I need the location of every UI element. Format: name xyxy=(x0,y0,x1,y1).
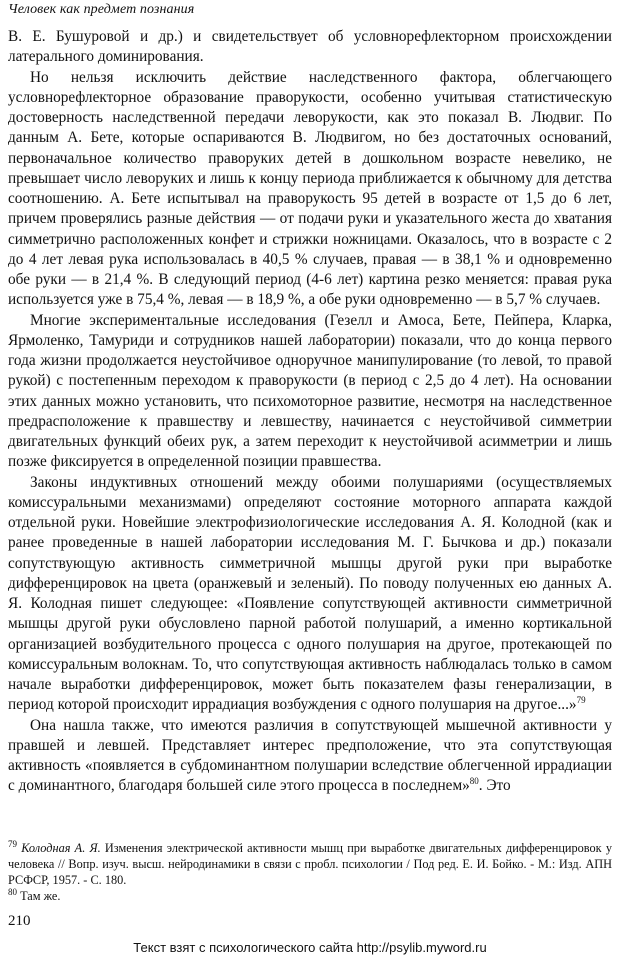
footnote xyxy=(8,888,612,904)
paragraph xyxy=(8,473,612,716)
footnote xyxy=(8,840,612,888)
footnote-marker: 80 xyxy=(8,886,17,897)
source-note: Текст взят с психологического сайта http://psylib.myword.ru xyxy=(133,940,487,955)
running-title: Человек как предмет познания xyxy=(8,2,195,17)
paragraph-text: Но нельзя исключить действие наследственного фактора, облегчающего условнорефлекторное образование праворукости, особенно учитывая статистическую достоверность наследственной передачи леворукости, как это показал В. Людвиг. По данным А. Бете, которые оспариваются В. Людвигом, но без достаточных оснований, первоначальное количество праворуких детей в дошкольном возрасте невелико, не превышает число леворуких и лишь к концу периода приближается к обычному для детства соотношению. А. Бете испытывал на праворукость 95 детей в возрасте от 1,5 до 6 лет, причем проверялись разные действия — от подачи руки и указательного жеста до хватания симметрично расположенных конфет и стрижки ножницами. Оказалось, что в возрасте с 2 до 4 лет левая рука использовалась в 40,5 % случаев, правая — в 38,1 % и одновременно обе руки — в 21,4 %. В следующий период (4-6 лет) картина резко меняется: правая рука используется уже в 75,4 %, левая — в 18,9 %, а обе руки одновременно — в 5,7 % случаев. xyxy=(8,68,612,309)
paragraph xyxy=(8,68,612,311)
paragraph-text: В. Е. Бушуровой и др.) и свидетельствует об условнорефлекторном происхождении латерального доминирования. xyxy=(8,28,612,66)
page-number: 210 xyxy=(8,913,31,929)
paragraph-text: Многие экспериментальные исследования (Гезелл и Амоса, Бете, Пейпера, Кларка, Ярмоленко, Тамуриди и сотрудников нашей лаборатории) показали, что до конца первого года жизни продолжается неустойчивое одноручное манипулирование (то левой, то правой рукой) с постепенным переходом к праворукости (в период с 2,5 до 4 лет). На основании этих данных можно установить, что психомоторное развитие, несмотря на наследственное предрасположение к правшеству и левшеству, начинается с неустойчивой симметрии двигательных функций обеих рук, а затем переходит к неустойчивой асимметрии и лишь позже фиксируется в определенной позиции правшества. xyxy=(8,311,612,471)
footnote-ref[interactable]: 79 xyxy=(576,695,586,706)
paragraph xyxy=(8,311,612,473)
footnotes xyxy=(8,840,612,904)
footnote-text: Изменения электрической активности мышц при выработке двигательных дифференцировок у человека // Вопр. изуч. высш. нейродинамики в связи с пробл. психологии / Под ред. Е. И. Бойко. - М.: Изд. АПН РСФСР, 1957. - С. 180. xyxy=(8,841,612,887)
paragraph-text: Законы индуктивных отношений между обоими полушариями (осуществляемых комиссуральными механизмами) определяют состояние моторного аппарата каждой отдельной руки. Новейшие электрофизиологические исследования А. Я. Колодной (как и ранее проведенные в нашей лаборатории исследования М. Г. Бычкова и др.) показали сопутствующую активность симметричной мышцы другой руки при выработке дифференцировок на цвета (оранжевый и зеленый). По поводу полученных ею данных А. Я. Колодная пишет следующее: «Появление сопутствующей активности симметричной мышцы другой руки обусловлено парной работой полушарий, а именно кортикальной организацией возбудительного процесса с одного полушария на другое, протекающей по комиссуральным волокнам. То, что сопутствующая активность наблюдалась только в самом начале выработки дифференцировок, может быть показателем фазы генерализации, в период которой происходит иррадиация возбуждения с одного полушария на другое...» xyxy=(8,473,612,714)
footnote-text: Там же. xyxy=(17,889,61,903)
paragraph xyxy=(8,716,612,797)
main-text xyxy=(8,27,612,797)
footnote-ref[interactable]: 80 xyxy=(469,776,479,787)
footnote-marker: 79 xyxy=(8,838,17,849)
footnote-author: Колодная А. Я. xyxy=(21,841,101,855)
paragraph-text: Она нашла также, что имеются различия в сопутствующей мышечной активности у правшей и левшей. Представляет интерес предположение, что эта сопутствующая активность «появляется в субдоминантном полушарии вследствие облегченной иррадиации с доминантного, благодаря большей силе этого процесса в последнем» xyxy=(8,716,612,795)
paragraph-tail: . Это xyxy=(478,777,511,795)
paragraph xyxy=(8,27,612,68)
